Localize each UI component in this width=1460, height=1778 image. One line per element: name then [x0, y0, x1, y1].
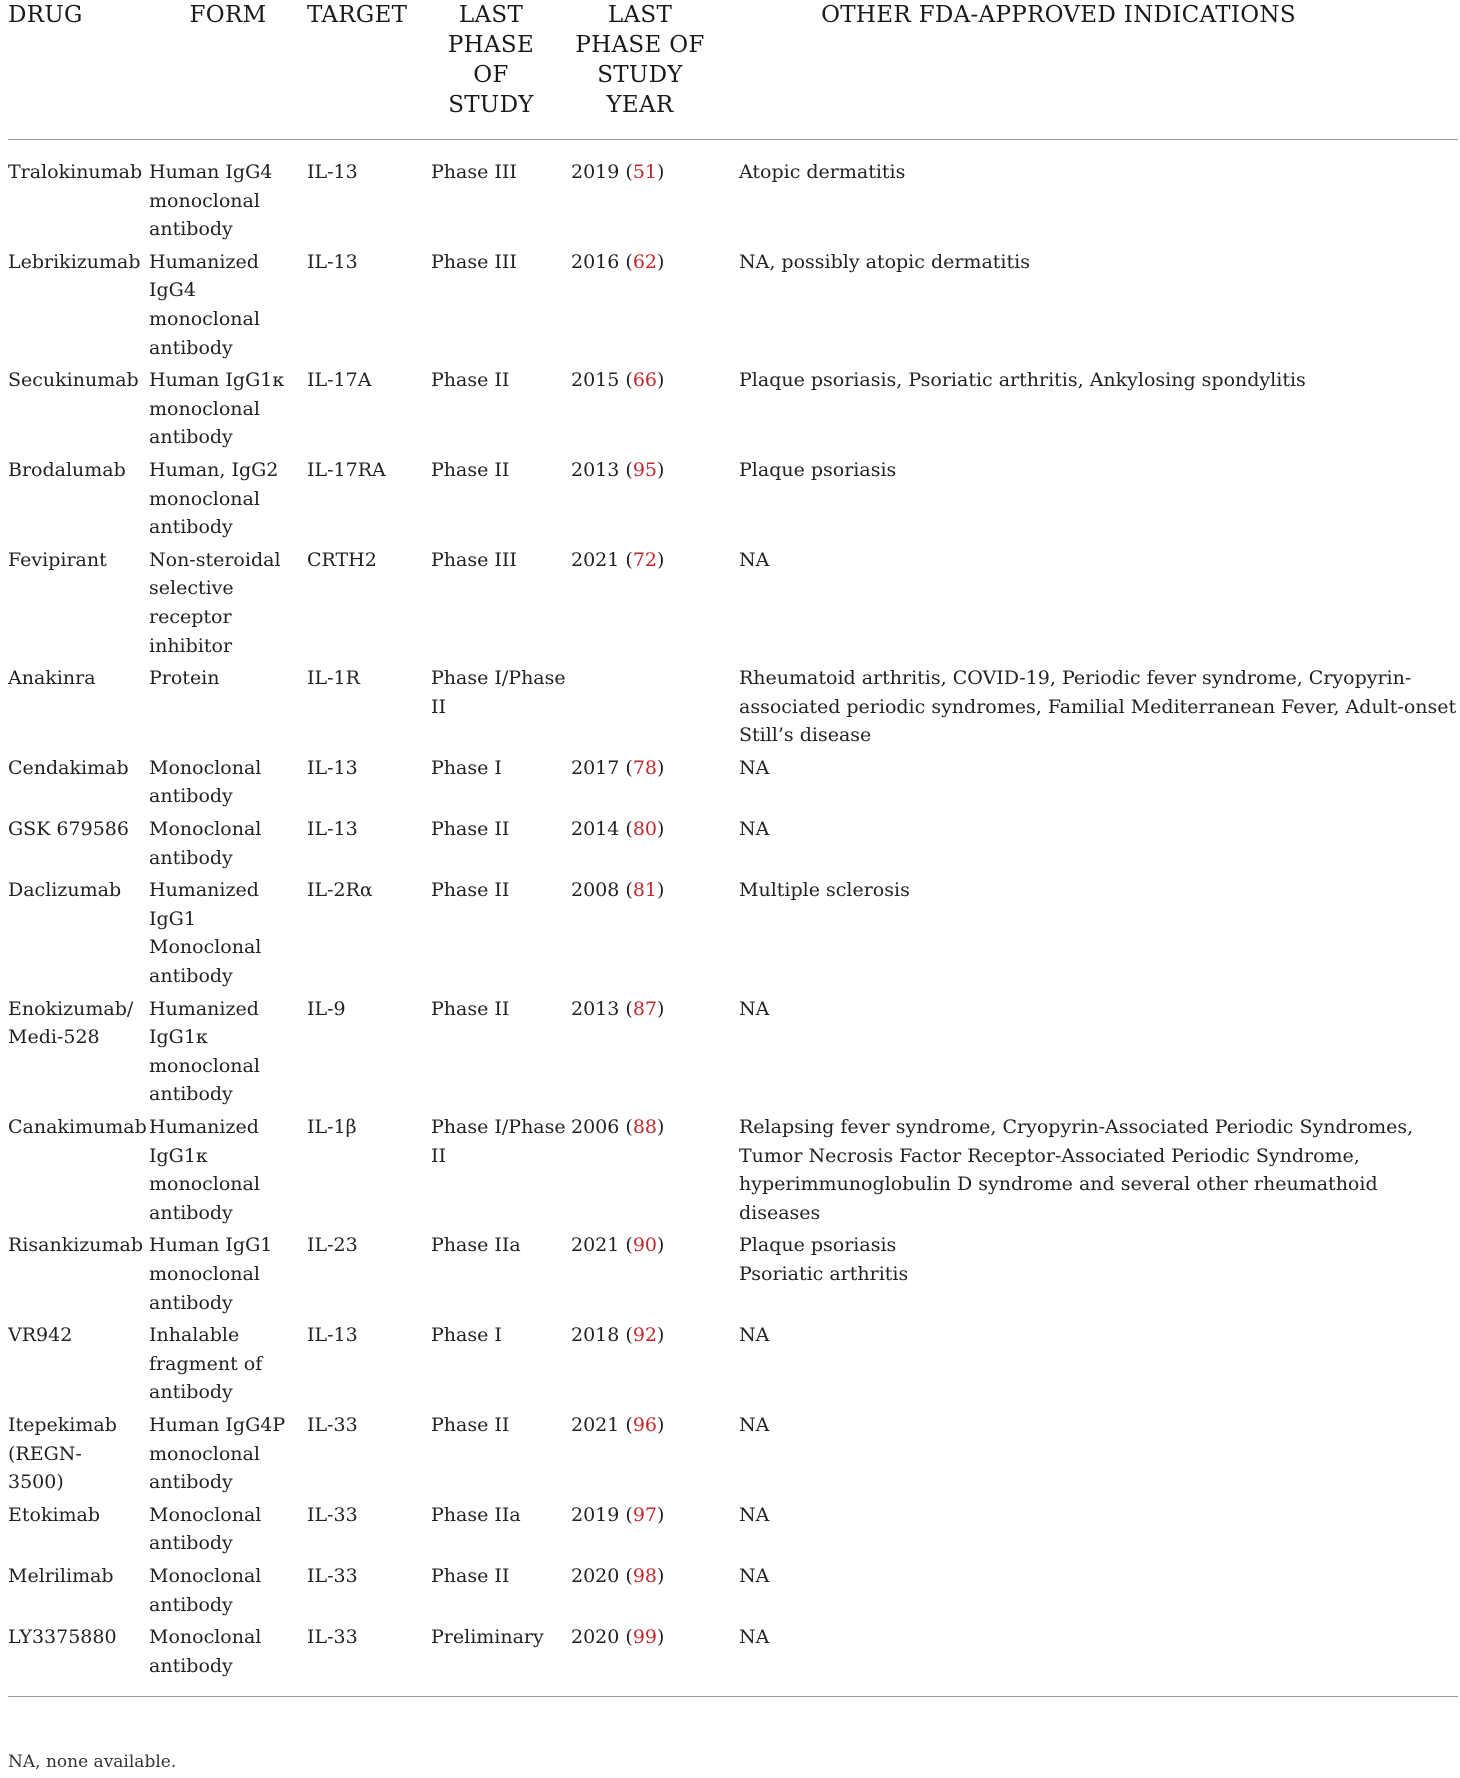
cell-phase-text: Phase II — [431, 997, 510, 1020]
cell-target: IL-13 — [307, 818, 358, 841]
cell-year: 2014 (80) — [571, 818, 665, 841]
indication-text: Plaque psoriasis — [739, 1234, 897, 1257]
cell-year: 2020 (99) — [571, 1623, 739, 1697]
indication-text: Psoriatic arthritis — [739, 1262, 909, 1285]
cell-phase — [431, 248, 571, 366]
cell-phase-text: Phase II — [431, 818, 510, 841]
cell-phase — [431, 1113, 571, 1231]
indication-text: NA — [739, 548, 770, 571]
cell-target: IL-1R — [307, 667, 360, 690]
cell-drug: VR942 — [8, 1324, 73, 1347]
reference-link[interactable]: 87 — [632, 997, 657, 1020]
table-row — [8, 1113, 1458, 1231]
table-row — [8, 995, 1458, 1113]
cell-target: IL-33 — [307, 1413, 358, 1436]
indication-text: NA — [739, 1324, 770, 1347]
reference-link[interactable]: 81 — [632, 879, 657, 902]
cell-year-value: 2019 — [571, 1503, 620, 1526]
table-row — [8, 1411, 1458, 1501]
cell-year-value: 2017 — [571, 756, 620, 779]
header-form: FORM — [149, 0, 307, 140]
cell-phase-text: Phase I — [431, 1324, 502, 1347]
cell-phase-text: Phase I — [431, 756, 502, 779]
cell-phase-text: Phase II — [431, 879, 510, 902]
indication-text: NA — [739, 1564, 770, 1587]
cell-indications — [739, 1501, 1458, 1562]
table-row — [8, 456, 1458, 546]
reference-link[interactable]: 80 — [632, 818, 657, 841]
table-row — [8, 1321, 1458, 1411]
cell-target: IL-17A — [307, 369, 372, 392]
drug-table — [8, 0, 1458, 1697]
cell-drug: LY3375880 — [8, 1623, 149, 1697]
cell-year: 2019 (97) — [571, 1503, 665, 1526]
cell-phase-text: Phase III — [431, 548, 517, 571]
cell-year: 2021 (72) — [571, 548, 665, 571]
cell-target: IL-17RA — [307, 458, 386, 481]
cell-phase — [431, 876, 571, 994]
header-drug: DRUG — [8, 0, 149, 140]
reference-link[interactable]: 51 — [632, 161, 657, 183]
cell-drug: Daclizumab — [8, 879, 122, 902]
table-row — [8, 815, 1458, 876]
cell-year: 2020 (98) — [571, 1564, 665, 1587]
cell-drug: Fevipirant — [8, 548, 107, 571]
table-row — [8, 754, 1458, 815]
cell-year-value: 2006 — [571, 1116, 620, 1138]
cell-year-value: 2008 — [571, 879, 620, 902]
cell-indications — [739, 248, 1458, 366]
indication-text: NA — [739, 818, 770, 841]
cell-phase-text: Phase II — [431, 1413, 510, 1436]
indication-text: NA — [739, 1503, 770, 1526]
cell-target: IL-9 — [307, 997, 346, 1020]
cell-form: Human IgG4P monoclonal antibody — [149, 1413, 286, 1494]
reference-link[interactable]: 97 — [632, 1503, 657, 1526]
reference-link[interactable]: 99 — [632, 1626, 657, 1649]
cell-form: Monoclonal antibody — [149, 1564, 262, 1616]
drug-table-container — [8, 0, 1458, 1697]
cell-phase — [431, 995, 571, 1113]
cell-drug: Melrilimab — [8, 1564, 114, 1587]
cell-drug: Enokizumab/ Medi-528 — [8, 997, 134, 1049]
cell-form: Monoclonal antibody — [149, 756, 262, 808]
cell-target: IL-23 — [307, 1234, 358, 1257]
cell-year: 2013 (95) — [571, 458, 665, 481]
cell-drug: GSK 679586 — [8, 818, 129, 841]
cell-drug: Anakinra — [8, 667, 96, 690]
cell-form: Monoclonal antibody — [149, 1623, 307, 1697]
cell-phase — [431, 1501, 571, 1562]
cell-indications — [739, 1562, 1458, 1623]
cell-year: 2019 (51) — [571, 161, 665, 183]
cell-form: Human, IgG2 monoclonal antibody — [149, 458, 279, 539]
cell-phase-text: Phase IIa — [431, 1503, 521, 1526]
cell-year: 2016 (62) — [571, 250, 665, 273]
indication-text: Rheumatoid arthritis, COVID-19, Periodic fever syndrome, Cryopyrin-associated periodic syndromes, Familial Mediterranean Fever, Adult-onset Still’s disease — [739, 667, 1457, 747]
cell-phase — [431, 546, 571, 664]
table-body — [8, 140, 1458, 1697]
reference-link[interactable]: 90 — [632, 1234, 657, 1257]
indication-text: Relapsing fever syndrome, Cryopyrin-Associated Periodic Syndromes, Tumor Necrosis Factor Receptor-Associated Periodic Syndrome, hyperimmunoglobulin D syndrome and several other rheumathoid diseases — [739, 1116, 1414, 1224]
cell-year-value: 2021 — [571, 1234, 620, 1257]
cell-form: Protein — [149, 667, 220, 690]
cell-year: 2013 (87) — [571, 997, 665, 1020]
cell-phase — [431, 366, 571, 456]
cell-phase — [431, 140, 571, 248]
cell-phase — [431, 664, 571, 754]
indication-text: NA — [739, 1413, 770, 1436]
cell-target: IL-33 — [307, 1623, 431, 1697]
cell-year — [571, 664, 739, 754]
cell-target: IL-13 — [307, 161, 358, 183]
indication-text: NA — [739, 1626, 770, 1649]
reference-link[interactable]: 66 — [632, 369, 657, 392]
cell-phase — [431, 1231, 571, 1321]
indication-text: Plaque psoriasis, Psoriatic arthritis, Ankylosing spondylitis — [739, 369, 1306, 392]
cell-phase-text: Preliminary — [431, 1626, 544, 1649]
cell-form: Human IgG1κ monoclonal antibody — [149, 369, 285, 449]
cell-phase-text: Phase IIa — [431, 1234, 521, 1257]
cell-year-value: 2021 — [571, 548, 620, 571]
cell-year-value: 2014 — [571, 818, 620, 841]
reference-link[interactable]: 72 — [632, 548, 657, 571]
cell-phase — [431, 754, 571, 815]
table-row — [8, 1623, 1458, 1697]
cell-target: IL-33 — [307, 1503, 358, 1526]
cell-target: CRTH2 — [307, 548, 377, 571]
cell-indications — [739, 664, 1458, 754]
cell-target: IL-1β — [307, 1116, 357, 1138]
cell-form: Inhalable fragment of antibody — [149, 1324, 263, 1404]
table-row — [8, 546, 1458, 664]
header-other-indications: OTHER FDA-APPROVED INDICATIONS — [739, 0, 1458, 140]
cell-target: IL-33 — [307, 1564, 358, 1587]
indication-text: Multiple sclerosis — [739, 879, 910, 902]
cell-indications — [739, 1321, 1458, 1411]
cell-indications — [739, 995, 1458, 1113]
header-target: TARGET — [307, 0, 431, 140]
cell-drug: Risankizumab — [8, 1234, 144, 1257]
reference-link[interactable]: 78 — [632, 756, 657, 779]
cell-phase-text: Phase III — [431, 250, 517, 273]
cell-year-value: 2016 — [571, 250, 620, 273]
cell-phase — [431, 815, 571, 876]
cell-target: IL-2Rα — [307, 879, 373, 902]
cell-phase — [431, 1321, 571, 1411]
cell-indications — [739, 456, 1458, 546]
cell-phase — [431, 1623, 571, 1697]
cell-phase-text: Phase II — [431, 1564, 510, 1587]
cell-year: 2015 (66) — [571, 369, 665, 392]
cell-phase — [431, 456, 571, 546]
cell-indications — [739, 546, 1458, 664]
cell-target: IL-13 — [307, 756, 358, 779]
reference-link[interactable]: 98 — [632, 1564, 657, 1587]
cell-year-value: 2019 — [571, 161, 620, 183]
cell-target: IL-13 — [307, 1324, 358, 1347]
cell-drug: Canakimumab — [8, 1116, 147, 1138]
cell-form: Humanized IgG1 Monoclonal antibody — [149, 879, 262, 988]
cell-year-value: 2015 — [571, 369, 620, 392]
reference-link[interactable]: 92 — [632, 1324, 657, 1347]
cell-indications — [739, 1113, 1458, 1231]
cell-drug: Cendakimab — [8, 756, 129, 779]
cell-indications — [739, 366, 1458, 456]
cell-year: 2018 (92) — [571, 1324, 665, 1347]
table-row — [8, 366, 1458, 456]
cell-phase-text: Phase II — [431, 369, 510, 392]
table-row — [8, 140, 1458, 248]
cell-target: IL-13 — [307, 250, 358, 273]
cell-phase — [431, 1562, 571, 1623]
cell-drug: Etokimab — [8, 1503, 101, 1526]
cell-drug: Brodalumab — [8, 458, 126, 481]
reference-link[interactable]: 95 — [632, 458, 657, 481]
cell-indications — [739, 140, 1458, 248]
table-row — [8, 1562, 1458, 1623]
cell-form: Humanized IgG1κ monoclonal antibody — [149, 997, 260, 1106]
table-footnote: NA, none available. — [8, 1752, 177, 1772]
cell-phase-text: Phase I/Phase II — [431, 1116, 566, 1167]
cell-phase — [431, 1411, 571, 1501]
cell-form: Monoclonal antibody — [149, 818, 262, 869]
cell-year: 2021 (90) — [571, 1234, 665, 1257]
cell-indications — [739, 1411, 1458, 1501]
indication-text: NA, possibly atopic dermatitis — [739, 250, 1030, 273]
cell-indications — [739, 876, 1458, 994]
cell-form: Humanized IgG4 monoclonal antibody — [149, 250, 260, 359]
table-row — [8, 1231, 1458, 1321]
cell-year-value: 2020 — [571, 1564, 620, 1587]
cell-drug: Secukinumab — [8, 369, 139, 392]
cell-form: Human IgG1 monoclonal antibody — [149, 1234, 273, 1314]
cell-form: Monoclonal antibody — [149, 1503, 262, 1555]
indication-text: Plaque psoriasis — [739, 458, 897, 481]
cell-drug: Tralokinumab — [8, 161, 143, 183]
cell-form: Humanized IgG1κ monoclonal antibody — [149, 1116, 260, 1224]
reference-link[interactable]: 62 — [632, 250, 657, 273]
cell-drug: Itepekimab (REGN-3500) — [8, 1413, 117, 1494]
cell-year: 2021 (96) — [571, 1413, 665, 1436]
cell-phase-text: Phase III — [431, 161, 517, 183]
table-row — [8, 1501, 1458, 1562]
cell-year-value: 2013 — [571, 997, 620, 1020]
cell-year-value: 2013 — [571, 458, 620, 481]
table-header-row — [8, 0, 1458, 140]
cell-year-value: 2018 — [571, 1324, 620, 1347]
reference-link[interactable]: 96 — [632, 1413, 657, 1436]
indication-text: NA — [739, 756, 770, 779]
cell-indications — [739, 815, 1458, 876]
cell-phase-text: Phase II — [431, 458, 510, 481]
indication-text: Atopic dermatitis — [739, 161, 906, 183]
cell-indications — [739, 754, 1458, 815]
cell-drug: Lebrikizumab — [8, 250, 141, 273]
cell-indications — [739, 1623, 1458, 1697]
reference-link[interactable]: 88 — [632, 1116, 657, 1138]
cell-year: 2006 (88) — [571, 1116, 665, 1138]
cell-form: Human IgG4 monoclonal antibody — [149, 161, 273, 241]
cell-indications — [739, 1231, 1458, 1321]
header-last-phase: LAST PHASE OF STUDY — [431, 0, 571, 140]
cell-year-value: 2021 — [571, 1413, 620, 1436]
header-last-phase-year: LAST PHASE OF STUDY YEAR — [571, 0, 739, 140]
cell-year: 2017 (78) — [571, 756, 665, 779]
table-row — [8, 248, 1458, 366]
table-row — [8, 876, 1458, 994]
indication-text: NA — [739, 997, 770, 1020]
cell-year-value: 2020 — [571, 1626, 620, 1649]
cell-form: Non-steroidal selective receptor inhibitor — [149, 548, 281, 657]
cell-phase-text: Phase I/Phase II — [431, 667, 566, 718]
cell-year: 2008 (81) — [571, 879, 665, 902]
table-row — [8, 664, 1458, 754]
